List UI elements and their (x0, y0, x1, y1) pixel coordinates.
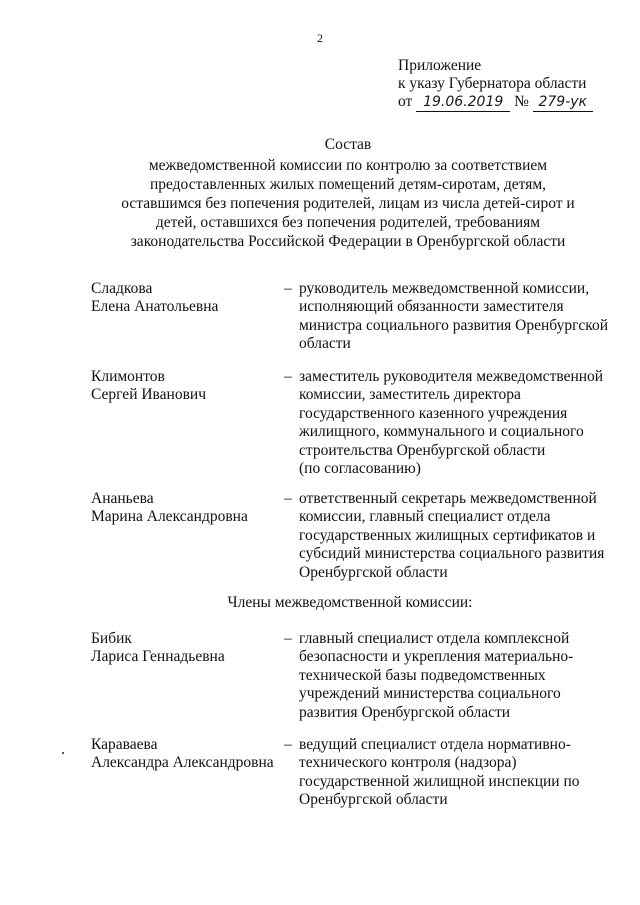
desc-line: комиссии, главный специалист отдела (299, 508, 551, 526)
position-description (299, 630, 619, 722)
given-names: Александра Александровна (91, 754, 274, 772)
given-names: Елена Анатольевна (91, 298, 219, 316)
position-description (299, 368, 619, 478)
decree-date: 19.06.2019 (416, 93, 510, 112)
given-names: Лариса Геннадьевна (91, 648, 225, 666)
desc-line: заместитель руководителя межведомственной (299, 368, 604, 385)
dash-separator: – (284, 280, 292, 297)
scan-speck (62, 752, 64, 754)
desc-line: главный специалист отдела комплексной (299, 630, 570, 647)
desc-line: комиссии, заместитель директора (299, 386, 521, 404)
desc-line: ответственный секретарь межведомственной (299, 490, 597, 507)
heading-title: Состав (324, 136, 372, 153)
members-heading: Члены межведомственной комиссии: (227, 594, 473, 611)
position-description (299, 490, 619, 582)
dash-separator: – (284, 368, 292, 385)
document-heading (100, 135, 596, 251)
desc-line: ведущий специалист отдела нормативно- (299, 736, 571, 753)
from-prefix: от (398, 93, 413, 110)
desc-line: развития Оренбургской области (299, 703, 511, 721)
desc-line: субсидий министерства социального развития (299, 545, 605, 563)
dash-separator: – (284, 490, 292, 507)
heading-line: предоставленных жилых помещений детям-сиротам, детям, (149, 176, 547, 193)
desc-line: Оренбургской области (299, 791, 448, 809)
surname: Ананьева (91, 490, 154, 507)
person-name (91, 490, 281, 527)
position-description (299, 280, 619, 354)
desc-line: безопасности и укрепления материально- (299, 648, 574, 666)
surname: Климонтов (91, 368, 165, 385)
desc-line: технической базы подведомственных (299, 666, 546, 684)
desc-line: государственных жилищных сертификатов и (299, 526, 596, 544)
position-description (299, 736, 619, 810)
desc-line: Оренбургской области (299, 563, 448, 581)
desc-line: государственной жилищной инспекции по (299, 772, 580, 790)
desc-line: строительства Оренбургской области (299, 441, 546, 459)
heading-line: детей, оставшихся без попечения родителей, требованиям (155, 214, 541, 231)
given-names: Сергей Иванович (91, 386, 207, 404)
surname: Караваева (91, 736, 158, 753)
given-names: Марина Александровна (91, 508, 248, 526)
person-name (91, 368, 281, 405)
heading-line: законодательства Российской Федерации в Оренбургской области (130, 233, 566, 250)
page-number: 2 (317, 31, 323, 45)
desc-line: области (299, 335, 351, 353)
surname: Сладкова (91, 280, 153, 297)
person-name (91, 630, 281, 667)
desc-line: технического контроля (надзора) (299, 754, 517, 772)
dash-separator: – (284, 630, 292, 647)
desc-line: жилищного, коммунального и социального (299, 423, 584, 441)
desc-line: (по согласованию) (299, 460, 421, 478)
desc-line: исполняющий обязанности заместителя (299, 298, 564, 316)
appendix-title: Приложение (398, 57, 482, 74)
desc-line: руководитель межведомственной комиссии, (299, 280, 590, 297)
person-name (91, 280, 281, 317)
number-prefix: № (514, 93, 529, 110)
dash-separator: – (284, 736, 292, 753)
person-name (91, 736, 281, 773)
heading-line: межведомственной комиссии по контролю за соответствием (148, 157, 548, 174)
decree-number: 279-ук (533, 93, 593, 112)
desc-line: учреждений министерства социального (299, 685, 561, 703)
surname: Бибик (91, 630, 132, 647)
desc-line: министра социального развития Оренбургской (299, 316, 609, 334)
heading-line: оставшимся без попечения родителей, лицам из числа детей-сирот и (121, 195, 575, 212)
appendix-date-number (398, 93, 593, 112)
appendix-decree-ref: к указу Губернатора области (398, 75, 587, 92)
desc-line: государственного казенного учреждения (299, 404, 568, 422)
appendix-block (398, 57, 593, 112)
